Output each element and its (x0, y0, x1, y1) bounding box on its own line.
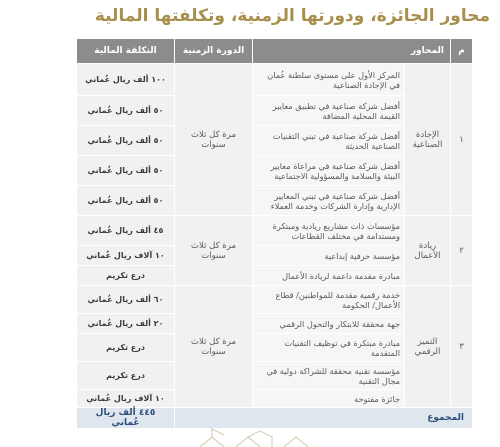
criterion: أفضل شركة صناعية في تبني المعايير الإدارية وإدارة الشركات وخدمة العملاء (253, 186, 405, 216)
cost: ٥٠ ألف ريال عُماني (77, 156, 175, 186)
criterion: أفضل شركة صناعية في مراعاة معايير البيئة والسلامة والمسؤولية الاجتماعية (253, 156, 405, 186)
cost: ٥٠ ألف ريال عُماني (77, 186, 175, 216)
decorative-pattern-icon (0, 427, 500, 447)
group-axis: الإجادة الصناعية (405, 64, 451, 216)
header-num: م (451, 39, 473, 64)
table-row (77, 64, 473, 96)
header-cost: التكلفة المالية (77, 39, 175, 64)
cost: ١٠٠ ألف ريال عُماني (77, 64, 175, 96)
group-num: ٣ (451, 286, 473, 408)
cost: ٢٠ ألف ريال عُماني (77, 314, 175, 334)
criterion: جهة محققة للابتكار والتحول الرقمي (253, 314, 405, 334)
header-axes: المحاور (253, 39, 451, 64)
criterion: مبادرة مقدمة داعمة لريادة الأعمال (253, 266, 405, 286)
group-num: ٢ (451, 216, 473, 286)
criterion: أفضل شركة صناعية في تطبيق معايير القيمة المحلية المضافة (253, 96, 405, 126)
group-axis: ريادة الأعمال (405, 216, 451, 286)
cost: ٥٠ ألف ريال عُماني (77, 126, 175, 156)
cost: ١٠ آلاف ريال عُماني (77, 390, 175, 408)
group-cycle: مرة كل ثلاث سنوات (175, 216, 253, 286)
criterion: أفضل شركة صناعية في تبني التقنيات الصناعية الحديثة (253, 126, 405, 156)
cost: درع تكريم (77, 362, 175, 390)
criterion: خدمة رقمية مقدمة للمواطنين/ قطاع الأعمال/ الحكومة (253, 286, 405, 314)
group-num: ١ (451, 64, 473, 216)
criterion: مبادرة مبتكرة في توظيف التقنيات المتقدمة (253, 334, 405, 362)
cost: ١٠ آلاف ريال عُماني (77, 246, 175, 266)
awards-table (76, 38, 473, 429)
criterion: مؤسسة تقنية محققة للشراكة دولية في مجال التقنية (253, 362, 405, 390)
table-header-row (77, 39, 473, 64)
total-value: ٤٤٥ ألف ريال عُماني (77, 408, 175, 429)
group-axis: التميز الرقمي (405, 286, 451, 408)
cost: درع تكريم (77, 334, 175, 362)
criterion: جائزة مفتوحة (253, 390, 405, 408)
group-cycle: مرة كل ثلاث سنوات (175, 286, 253, 408)
cost: ٦٠ ألف ريال عُماني (77, 286, 175, 314)
page-title: محاور الجائزة، ودورتها الزمنية، وتكلفتها المالية (94, 6, 490, 26)
group-cycle: مرة كل ثلاث سنوات (175, 64, 253, 216)
table-row (77, 286, 473, 314)
cost: درع تكريم (77, 266, 175, 286)
criterion: مؤسسات ذات مشاريع ريادية ومبتكرة ومستدامة في مختلف القطاعات (253, 216, 405, 246)
cost: ٤٥ ألف ريال عُماني (77, 216, 175, 246)
header-cycle: الدورة الزمنية (175, 39, 253, 64)
table-row (77, 216, 473, 246)
criterion: المركز الأول على مستوى سلطنة عُمان في الإجادة الصناعية (253, 64, 405, 96)
total-row (77, 408, 473, 429)
cost: ٥٠ ألف ريال عُماني (77, 96, 175, 126)
criterion: مؤسسة حرفية إبداعية (253, 246, 405, 266)
total-label: المجموع (175, 408, 473, 429)
